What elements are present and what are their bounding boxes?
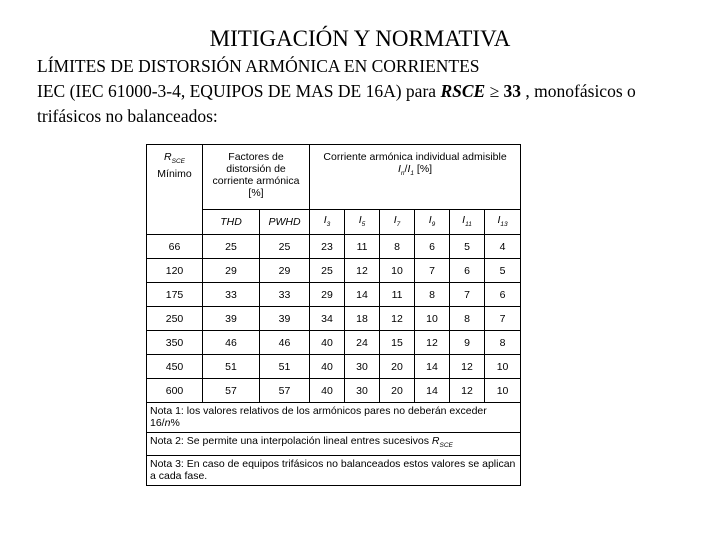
table-cell: 46 [203,331,260,355]
table-cell: 9 [450,331,485,355]
table-cell: 11 [345,235,380,259]
table-cell: 11 [380,283,415,307]
table-cell: 12 [380,307,415,331]
note-1: Nota 1: los valores relativos de los armónicos pares no deberán exceder 16/n% [147,403,521,433]
table-cell: 120 [147,259,203,283]
intro-line-2 [37,79,707,104]
table-cell: 20 [380,355,415,379]
table-row [147,259,521,283]
table-row [147,379,521,403]
table-cell: 46 [260,331,310,355]
table-cell: 33 [260,283,310,307]
table-row [147,355,521,379]
table-cell: 39 [203,307,260,331]
table-cell: 57 [203,379,260,403]
table-cell: 8 [415,283,450,307]
table-cell: 450 [147,355,203,379]
table-cell: 40 [310,355,345,379]
harmonic-limits-table [146,144,521,486]
page-title: MITIGACIÓN Y NORMATIVA [209,26,511,51]
table-cell: 34 [310,307,345,331]
table-cell: 51 [203,355,260,379]
table-cell: 12 [415,331,450,355]
header-row [147,145,521,210]
table-cell: 10 [380,259,415,283]
table-cell: 600 [147,379,203,403]
subheader-row [147,210,521,235]
table-row [147,307,521,331]
table-cell: 30 [345,355,380,379]
subheader-i5: $I_5$ [345,210,380,235]
table-cell: 25 [310,259,345,283]
table-cell: 40 [310,331,345,355]
subheader-i7: $I_7$ [380,210,415,235]
header-individual-current: Corriente armónica individual admisible $I_n/I_1$ [%] [310,145,521,210]
table-cell: 29 [260,259,310,283]
table-cell: 14 [345,283,380,307]
intro-line-2-c: , monofásicos o [521,81,636,101]
table-cell: 40 [310,379,345,403]
table-cell: 20 [380,379,415,403]
table-cell: 12 [450,379,485,403]
table-cell: 12 [345,259,380,283]
table-cell: 7 [485,307,521,331]
table-cell: 30 [345,379,380,403]
intro-rsce: RSCE [440,81,486,101]
table-cell: 175 [147,283,203,307]
table-cell: 25 [260,235,310,259]
table-cell: 24 [345,331,380,355]
intro-line-2-b: ≥ [485,81,504,101]
table-cell: 8 [485,331,521,355]
note-2-row [147,433,521,456]
table-cell: 14 [415,379,450,403]
subheader-i11: $I_{11}$ [450,210,485,235]
table-cell: 29 [203,259,260,283]
header-distortion-factors: Factores de distorsión de corriente armónica [%] [203,145,310,210]
table-cell: 10 [485,355,521,379]
table-cell: 66 [147,235,203,259]
subheader-i9: $I_9$ [415,210,450,235]
table-cell: 12 [450,355,485,379]
table-cell: 57 [260,379,310,403]
table-row [147,331,521,355]
subheader-i3: $I_3$ [310,210,345,235]
table-cell: 39 [260,307,310,331]
subheader-i13: $I_{13}$ [485,210,521,235]
note-2: Nota 2: Se permite una interpolación lineal entres sucesivos $R_{SCE}$ [147,433,521,456]
table-cell: 33 [203,283,260,307]
table-cell: 350 [147,331,203,355]
table-cell: 18 [345,307,380,331]
table-cell: 5 [485,259,521,283]
table-row [147,283,521,307]
table-cell: 7 [415,259,450,283]
table-cell: 25 [203,235,260,259]
table-cell: 250 [147,307,203,331]
table-cell: 29 [310,283,345,307]
subheader-pwhd: PWHD [260,210,310,235]
table-cell: 15 [380,331,415,355]
note-3: Nota 3: En caso de equipos trifásicos no balanceados estos valores se aplican a cada fase. [147,456,521,486]
table-row [147,235,521,259]
intro-text [37,54,707,129]
table-cell: 14 [415,355,450,379]
table-cell: 6 [485,283,521,307]
note-1-row [147,403,521,433]
table-cell: 6 [415,235,450,259]
note-3-row [147,456,521,486]
header-rsce-min: $R_{SCE}$ Mínimo [147,145,203,235]
table-cell: 8 [380,235,415,259]
table-cell: 6 [450,259,485,283]
table-cell: 23 [310,235,345,259]
table-cell: 5 [450,235,485,259]
intro-line-1: LÍMITES DE DISTORSIÓN ARMÓNICA EN CORRIENTES [37,56,480,76]
table-cell: 7 [450,283,485,307]
table-cell: 8 [450,307,485,331]
intro-line-2-a: IEC (IEC 61000-3-4, EQUIPOS DE MAS DE 16A) para [37,81,441,101]
subheader-thd: THD [203,210,260,235]
intro-line-3: trifásicos no balanceados: [37,106,218,126]
intro-rsce-value: 33 [503,81,522,101]
table-cell: 10 [415,307,450,331]
table-cell: 10 [485,379,521,403]
table-cell: 4 [485,235,521,259]
table-cell: 51 [260,355,310,379]
